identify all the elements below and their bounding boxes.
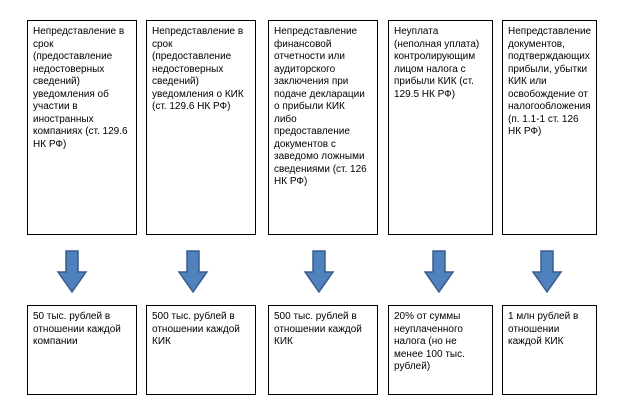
- violation-box-3: Непредставление финансовой отчетности или аудиторского заключения при подаче декларации о прибыли КИК либо предоставление документов с заведомо ложными сведениями (ст. 126 НК РФ): [268, 20, 378, 235]
- down-arrow-icon-3: [303, 250, 335, 294]
- violation-box-4: Неуплата (неполная уплата) контролирующим лицом налога с прибыли КИК (ст. 129.5 НК РФ): [388, 20, 493, 235]
- penalty-box-5: 1 млн рублей в отношении каждой КИК: [502, 305, 597, 395]
- down-arrow-icon-5: [531, 250, 563, 294]
- violation-box-1: Непредставление в срок (предоставление недостоверных сведений) уведомления об участии в иностранных компаниях (ст. 129.6 НК РФ): [27, 20, 137, 235]
- penalty-box-4: 20% от суммы неуплаченного налога (но не менее 100 тыс. рублей): [388, 305, 493, 395]
- penalty-box-3: 500 тыс. рублей в отношении каждой КИК: [268, 305, 378, 395]
- violation-box-2: Непредставление в срок (предоставление недостоверных сведений) уведомления о КИК (ст. 129.6 НК РФ): [146, 20, 256, 235]
- penalty-box-2: 500 тыс. рублей в отношении каждой КИК: [146, 305, 256, 395]
- down-arrow-icon-2: [177, 250, 209, 294]
- penalty-box-1: 50 тыс. рублей в отношении каждой компании: [27, 305, 137, 395]
- down-arrow-icon-4: [423, 250, 455, 294]
- violation-box-5: Непредставление документов, подтверждающих прибыли, убытки КИК или освобождение от налогообложения (п. 1.1-1 ст. 126 НК РФ): [502, 20, 597, 235]
- down-arrow-icon-1: [56, 250, 88, 294]
